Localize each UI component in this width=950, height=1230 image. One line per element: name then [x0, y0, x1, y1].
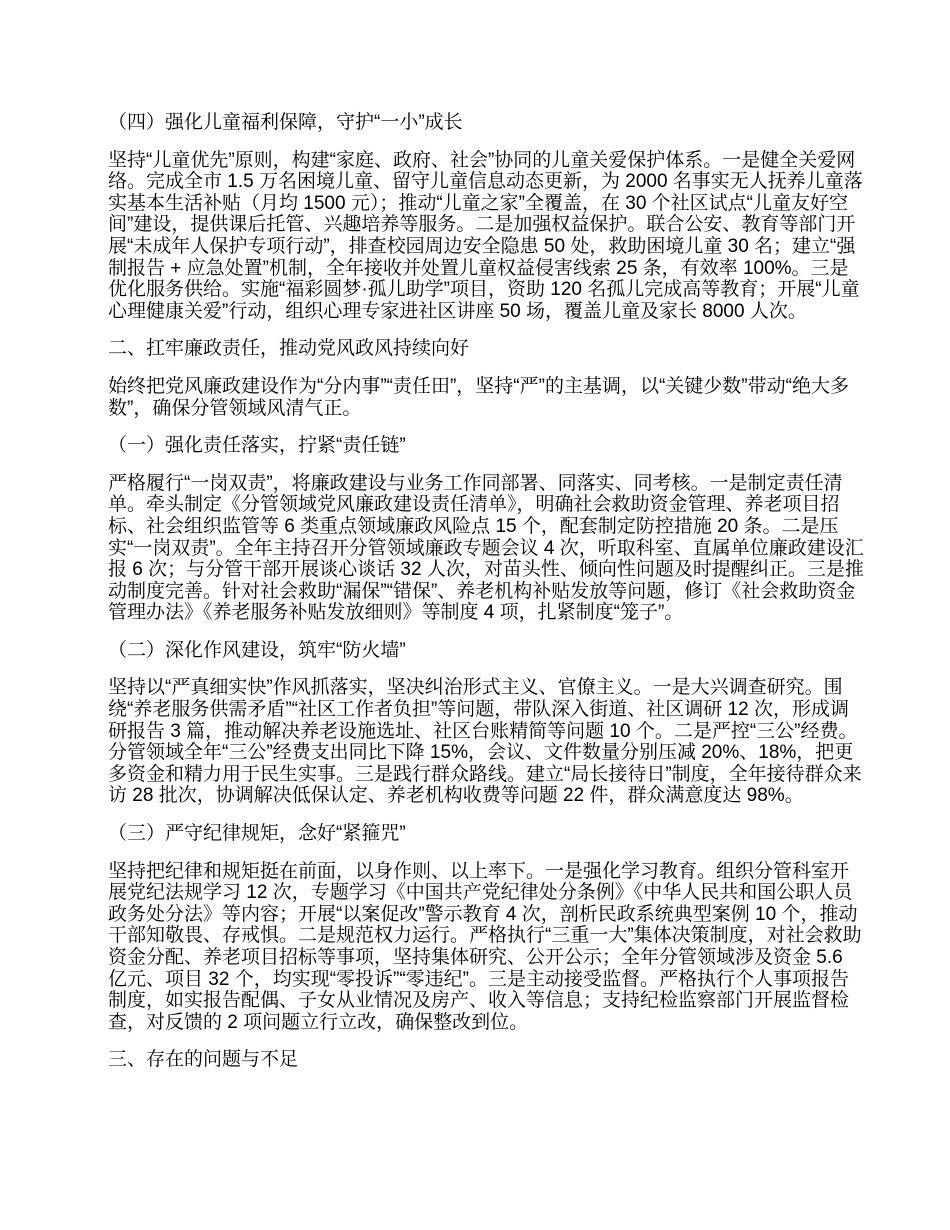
- para-children-welfare: 坚持“儿童优先”原则，构建“家庭、政府、社会”协同的儿童关爱保护体系。一是健全关爱网络。完成全市 1.5 万名困境儿童、留守儿童信息动态更新，为 2000 名事实无人抚养儿童落实基本生活补贴（月均 1500 元）；推动“儿童之家”全覆盖，在 30 个社区试点“儿童友好空间”建设，提供课后托管、兴趣培养等服务。二是加强权益保护。联合公安、教育等部门开展“未成年人保护专项行动”，排查校园周边安全隐患 50 处，救助困境儿童 30 名；建立“强制报告 + 应急处置”机制，全年接收并处置儿童权益侵害线索 25 条，有效率 100%。三是优化服务供给。实施“福彩圆梦·孤儿助学”项目，资助 120 名孤儿完成高等教育；开展“儿童心理健康关爱”行动，组织心理专家进社区讲座 50 场，覆盖儿童及家长 8000 人次。: [108, 149, 863, 322]
- heading-responsibility-chain: （一）强化责任落实，拧紧“责任链”: [108, 435, 406, 457]
- heading-discipline-rules: （三）严守纪律规矩，念好“紧箍咒”: [108, 823, 406, 845]
- para-work-style: 坚持以“严真细实快”作风抓落实，坚决纠治形式主义、官僚主义。一是大兴调查研究。围绕“养老服务供需矛盾”“社区工作者负担”等问题，带队深入街道、社区调研 12 次，形成调研报告 3 篇，推动解决养老设施选址、社区台账精简等问题 10 个。二是严控“三公”经费。分管领域全年“三公”经费支出同比下降 15%，会议、文件数量分别压减 20%、18%，把更多资金和精力用于民生实事。三是践行群众路线。建立“局长接待日”制度，全年接待群众来访 28 批次，协调解决低保认定、养老机构收费等问题 22 件，群众满意度达 98%。: [108, 677, 862, 807]
- para-responsibility-chain: 严格履行“一岗双责”，将廉政建设与业务工作同部署、同落实、同考核。一是制定责任清单。牵头制定《分管领域党风廉政建设责任清单》，明确社会救助资金管理、养老项目招标、社会组织监管等 6 类重点领域廉政风险点 15 个，配套制定防控措施 20 条。二是压实“一岗双责”。全年主持召开分管领域廉政专题会议 4 次，听取科室、直属单位廉政建设汇报 6 次；与分管干部开展谈心谈话 32 人次，对苗头性、倾向性问题及时提醒纠正。三是推动制度完善。针对社会救助“漏保”“错保”、养老机构补贴发放等问题，修订《社会救助资金管理办法》《养老服务补贴发放细则》等制度 4 项，扎紧制度“笼子”。: [108, 472, 864, 624]
- heading-problems-shortcomings: 三、存在的问题与不足: [108, 1049, 299, 1071]
- para-integrity-intro: 始终把党风廉政建设作为“分内事”“责任田”，坚持“严”的主基调，以“关键少数”带动“绝大多数”，确保分管领域风清气正。: [108, 375, 849, 419]
- heading-children-welfare: （四）强化儿童福利保障，守护“一小”成长: [108, 112, 463, 133]
- para-discipline-rules: 坚持把纪律和规矩挺在前面，以身作则、以上率下。一是强化学习教育。组织分管科室开展党纪法规学习 12 次，专题学习《中国共产党纪律处分条例》《中华人民共和国公职人员政务处分法》等内容；开展“以案促改”警示教育 4 次，剖析民政系统典型案例 10 个，推动干部知敬畏、存戒惧。二是规范权力运行。严格执行“三重一大”集体决策制度，对社会救助资金分配、养老项目招标等事项，坚持集体研究、公开公示；全年分管领域涉及资金 5.6 亿元、项目 32 个，均实现“零投诉”“零违纪”。三是主动接受监督。严格执行个人事项报告制度，如实报告配偶、子女从业情况及房产、收入等信息；支持纪检监察部门开展监督检查，对反馈的 2 项问题立行立改，确保整改到位。: [108, 860, 862, 1033]
- heading-integrity-responsibility: 二、扛牢廉政责任，推动党风政风持续向好: [108, 338, 470, 360]
- heading-work-style: （二）深化作风建设，筑牢“防火墙”: [108, 639, 406, 661]
